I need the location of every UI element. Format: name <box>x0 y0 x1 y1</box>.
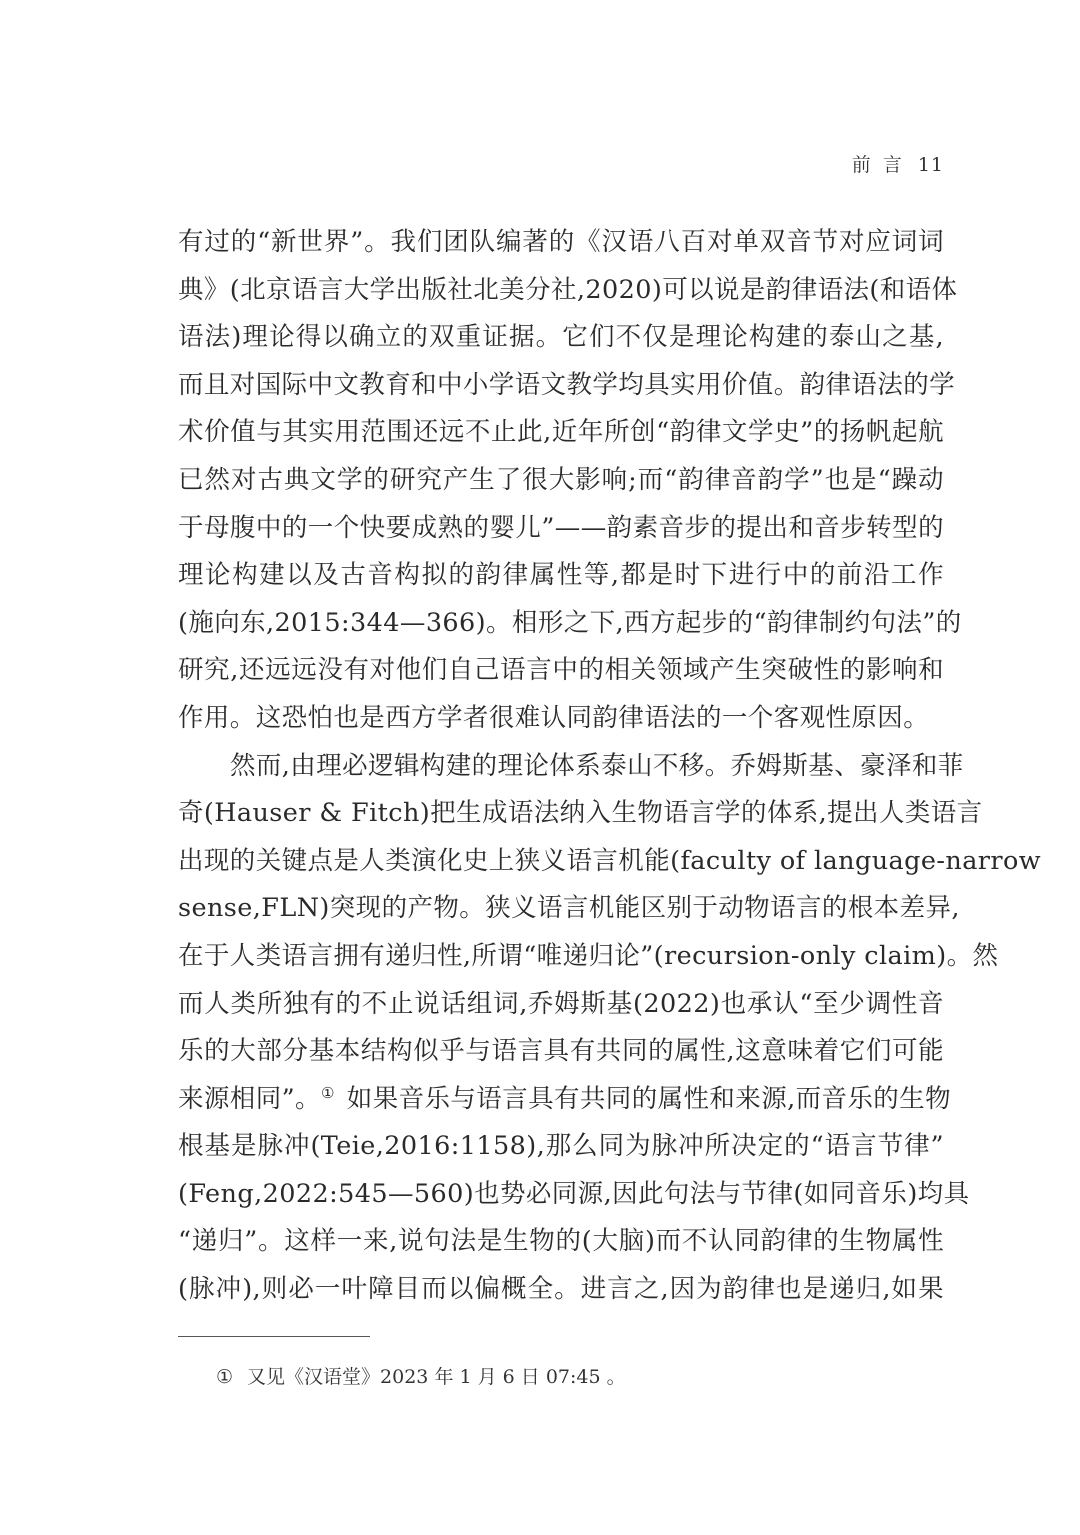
text-line: 在于人类语言拥有递归性,所谓“唯递归论”(recursion-only claim)。然 <box>178 940 999 971</box>
footnote-divider <box>178 1336 370 1337</box>
text-segment: 来源相同”。 <box>178 1083 321 1114</box>
text-line: 出现的关键点是人类演化史上狭义语言机能(faculty of language-narrow <box>178 845 1041 876</box>
text-line: 已然对古典文学的研究产生了很大影响;而“韵律音韵学”也是“躁动 <box>178 464 944 495</box>
text-line: 奇(Hauser & Fitch)把生成语法纳入生物语言学的体系,提出人类语言 <box>178 798 983 829</box>
text-line: sense,FLN)突现的产物。狭义语言机能区别于动物语言的根本差异, <box>178 893 960 924</box>
text-line: (脉冲),则必一叶障目而以偏概全。进言之,因为韵律也是递归,如果 <box>178 1274 944 1305</box>
text-line: (施向东,2015:344—366)。相形之下,西方起步的“韵律制约句法”的 <box>178 607 962 638</box>
text-line: 语法)理论得以确立的双重证据。它们不仅是理论构建的泰山之基, <box>178 322 944 353</box>
footnote-mark: ① <box>216 1366 234 1388</box>
text-line: 而人类所独有的不止说话组词,乔姆斯基(2022)也承认“至少调性音 <box>178 988 944 1019</box>
text-line: 术价值与其实用范围还远不止此,近年所创“韵律文学史”的扬帆起航 <box>178 417 944 448</box>
footnote-reference[interactable]: ① <box>320 1083 335 1102</box>
text-line: “递归”。这样一来,说句法是生物的(大脑)而不认同韵律的生物属性 <box>178 1226 944 1257</box>
text-line: 有过的“新世界”。我们团队编著的《汉语八百对单双音节对应词词 <box>178 227 944 257</box>
chapter-title: 前言 <box>851 154 914 176</box>
text-line: 于母腹中的一个快要成熟的婴儿”——韵素音步的提出和音步转型的 <box>178 512 944 543</box>
running-head <box>852 150 944 177</box>
text-segment: 如果音乐与语言具有共同的属性和来源,而音乐的生物 <box>346 1083 952 1114</box>
page-number: 11 <box>917 154 944 176</box>
footnote-text: 又见《汉语堂》2023 年 1 月 6 日 07:45 。 <box>247 1366 626 1388</box>
text-line: 然而,由理必逻辑构建的理论体系泰山不移。乔姆斯基、豪泽和菲 <box>230 750 964 781</box>
text-line: 作用。这恐怕也是西方学者很难认同韵律语法的一个客观性原因。 <box>178 702 930 733</box>
footnote <box>216 1362 626 1389</box>
text-line: 研究,还远远没有对他们自己语言中的相关领域产生突破性的影响和 <box>178 655 944 686</box>
text-line-with-footnote <box>178 1076 952 1124</box>
text-line: 根基是脉冲(Teie,2016:1158),那么同为脉冲所决定的“语言节律” <box>178 1131 944 1162</box>
body-text <box>178 219 1041 1314</box>
text-line: 理论构建以及古音构拟的韵律属性等,都是时下进行中的前沿工作 <box>178 560 944 591</box>
text-line: 而且对国际中文教育和中小学语文教学均具实用价值。韵律语法的学 <box>178 369 956 400</box>
text-line: (Feng,2022:545—560)也势必同源,因此句法与节律(如同音乐)均具 <box>178 1178 970 1209</box>
text-line: 乐的大部分基本结构似乎与语言具有共同的属性,这意味着它们可能 <box>178 1036 944 1067</box>
text-line: 典》(北京语言大学出版社北美分社,2020)可以说是韵律语法(和语体 <box>178 274 958 305</box>
